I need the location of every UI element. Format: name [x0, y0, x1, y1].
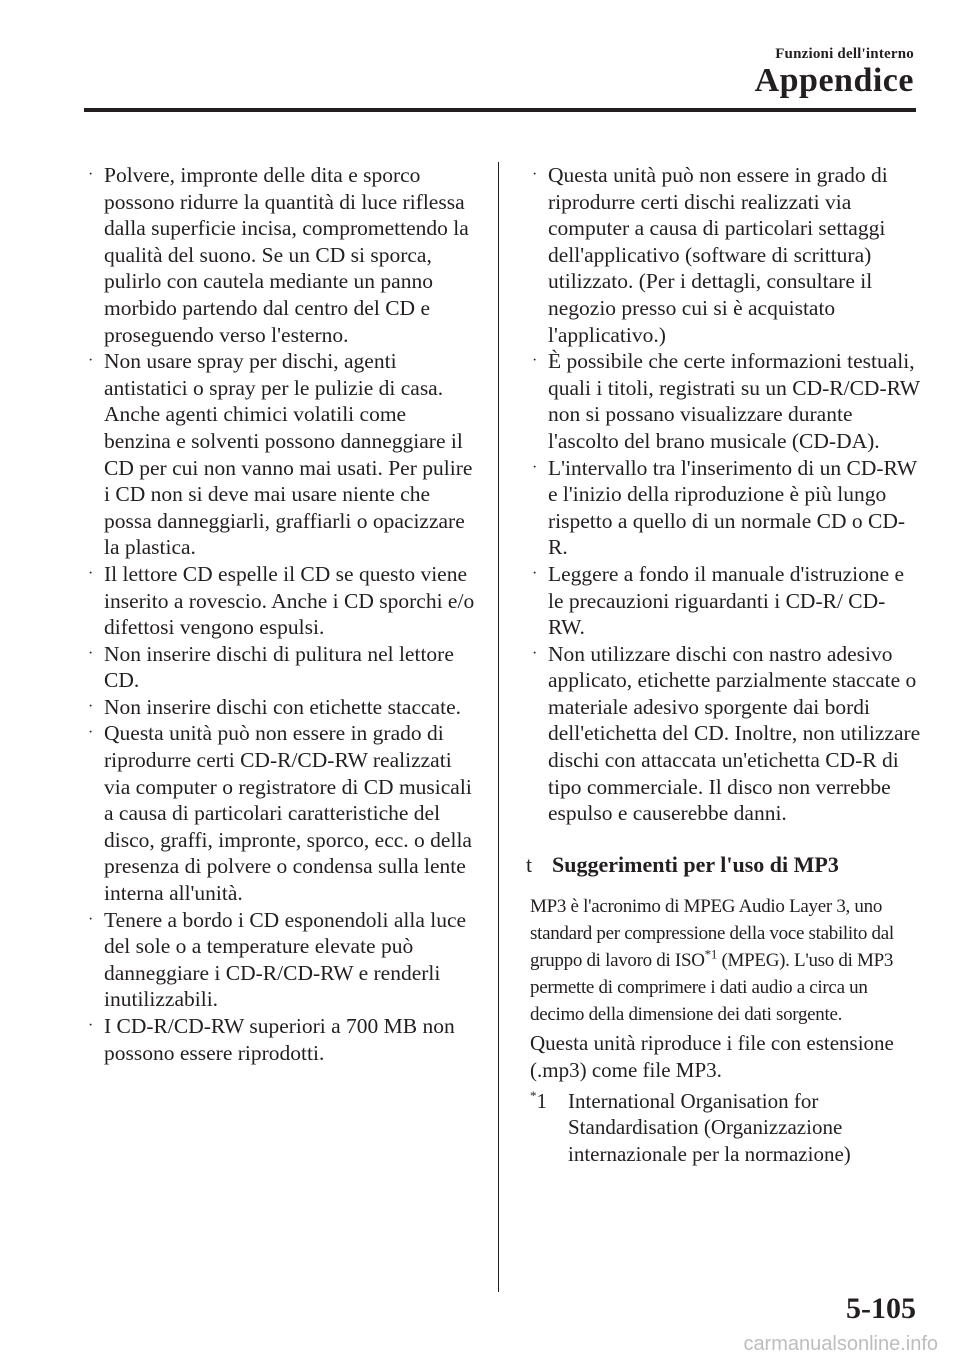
- right-column: [526, 162, 922, 1168]
- list-item-text: Questa unità può non essere in grado di riprodurre certi dischi realizzati via computer a causa di particolari settaggi dell'applicativo (software di scrittura) utilizzato. (Per i dettagli, consultare il negozio presso cui si è acquistato l'applicativo.): [548, 163, 888, 347]
- list-item: [86, 694, 478, 721]
- left-column: [86, 162, 478, 1066]
- list-item: [530, 561, 922, 641]
- header-title: Appendice: [754, 62, 914, 99]
- left-bullet-list: [86, 162, 478, 1066]
- watermark: carmanualsonline.info: [743, 1333, 938, 1355]
- bullet-icon: ·: [532, 166, 538, 183]
- header-section-label: Funzioni dell'interno: [775, 46, 914, 62]
- list-item-text: Non inserire dischi di pulitura nel lettore CD.: [104, 641, 454, 693]
- footnote-asterisk: *: [530, 1087, 537, 1103]
- footnote: [530, 1088, 922, 1168]
- list-item-text: Questa unità può non essere in grado di riprodurre certi CD-R/CD-RW realizzati via computer o registratore di CD musicali a causa di particolari caratteristiche del disco, graffi, impronte, sporco, ecc. o della presenza di polvere o condensa sulla lente interna all'unità.: [104, 721, 472, 906]
- list-item: [530, 455, 922, 561]
- list-item: [530, 641, 922, 827]
- mp3-playback-paragraph: Questa unità riproduce i file con estensione (.mp3) come file MP3.: [530, 1030, 894, 1082]
- list-item-text: Non utilizzare dischi con nastro adesivo applicato, etichette parzialmente staccate o materiale adesivo sporgente dai bordi dell'etichetta del CD. Inoltre, non utilizzare dischi con attaccata un'etichetta CD-R di tipo commerciale. Il disco non verrebbe espulso e causerebbe danni.: [548, 641, 921, 826]
- bullet-icon: ·: [88, 564, 94, 582]
- footnote-ref: *1: [704, 946, 718, 962]
- page-number: 5-105: [846, 1292, 916, 1325]
- bullet-icon: ·: [532, 564, 538, 582]
- list-item: [530, 348, 922, 454]
- list-item-text: Tenere a bordo i CD esponendoli alla luce del sole o a temperature elevate può danneggiare i CD-R/CD-RW e renderli inutilizzabili.: [104, 907, 467, 1012]
- header-rule: [84, 108, 916, 112]
- mp3-subheading: [526, 851, 922, 879]
- list-item: [86, 720, 478, 906]
- list-item: [86, 348, 478, 561]
- list-item: [86, 162, 478, 348]
- list-item: [86, 641, 478, 694]
- column-divider: [498, 162, 499, 1292]
- right-bullet-list: [530, 162, 922, 827]
- list-item: [86, 1013, 478, 1066]
- bullet-icon: ·: [88, 1017, 94, 1034]
- bullet-icon: ·: [88, 644, 94, 662]
- list-item-text: Non inserire dischi con etichette staccate.: [104, 694, 461, 719]
- bullet-icon: ·: [88, 166, 94, 183]
- bullet-icon: ·: [88, 697, 94, 715]
- list-item: [86, 561, 478, 641]
- list-item-text: È possibile che certe informazioni testuali, quali i titoli, registrati su un CD-R/CD-RW non si possano visualizzare durante l'ascolto del brano musicale (CD-DA).: [548, 349, 920, 453]
- bullet-icon: ·: [532, 458, 538, 476]
- mp3-subheading-text: Suggerimenti per l'uso di MP3: [552, 851, 839, 877]
- list-item-text: Polvere, impronte delle dita e sporco possono ridurre la quantità di luce riflessa dalla superficie incisa, compromettendo la qualità del suono. Se un CD si sporca, pulirlo con cautela mediante un panno morbido partendo dal centro del CD e proseguendo verso l'esterno.: [104, 163, 469, 347]
- list-item-text: L'intervallo tra l'inserimento di un CD-RW e l'inizio della riproduzione è più lungo rispetto a quello di un normale CD o CD-R.: [548, 455, 917, 560]
- list-item-text: Non usare spray per dischi, agenti antistatici o spray per le pulizie di casa. Anche agenti chimici volatili come benzina e solventi possono danneggiare il CD per cui non vanno mai usati. Per pulire i CD non si deve mai usare niente che possa danneggiarli, graffiarli o opacizzare la plastica.: [104, 349, 473, 560]
- section-marker-icon: t: [526, 851, 533, 877]
- list-item-text: Leggere a fondo il manuale d'istruzione e le precauzioni riguardanti i CD-R/ CD-RW.: [548, 561, 905, 640]
- list-item: [86, 907, 478, 1013]
- bullet-icon: ·: [532, 352, 538, 370]
- mp3-intro-text-cont: (MPEG). L'uso di MP3 permette di comprimere i dati audio a circa un decimo della dimensione dei dati sorgente.: [530, 949, 894, 1025]
- list-item: [530, 162, 922, 348]
- mp3-intro-text: MP3 è l'acronimo di MPEG Audio Layer 3, uno standard per compressione della voce stabilito dal gruppo di lavoro di ISO: [530, 895, 894, 971]
- footnote-number: 1: [536, 1088, 547, 1113]
- list-item-text: Il lettore CD espelle il CD se questo viene inserito a rovescio. Anche i CD sporchi e/o difettosi vengono espulsi.: [104, 561, 475, 640]
- bullet-icon: ·: [88, 724, 94, 742]
- list-item-text: I CD-R/CD-RW superiori a 700 MB non possono essere riprodotti.: [104, 1014, 455, 1065]
- mp3-intro-paragraph: [530, 893, 922, 1028]
- footnote-text: International Organisation for Standardisation (Organizzazione internazionale per la normazione): [568, 1088, 851, 1167]
- footnote-mark: [530, 1088, 547, 1115]
- bullet-icon: ·: [88, 352, 94, 370]
- bullet-icon: ·: [532, 644, 538, 662]
- bullet-icon: ·: [88, 910, 94, 928]
